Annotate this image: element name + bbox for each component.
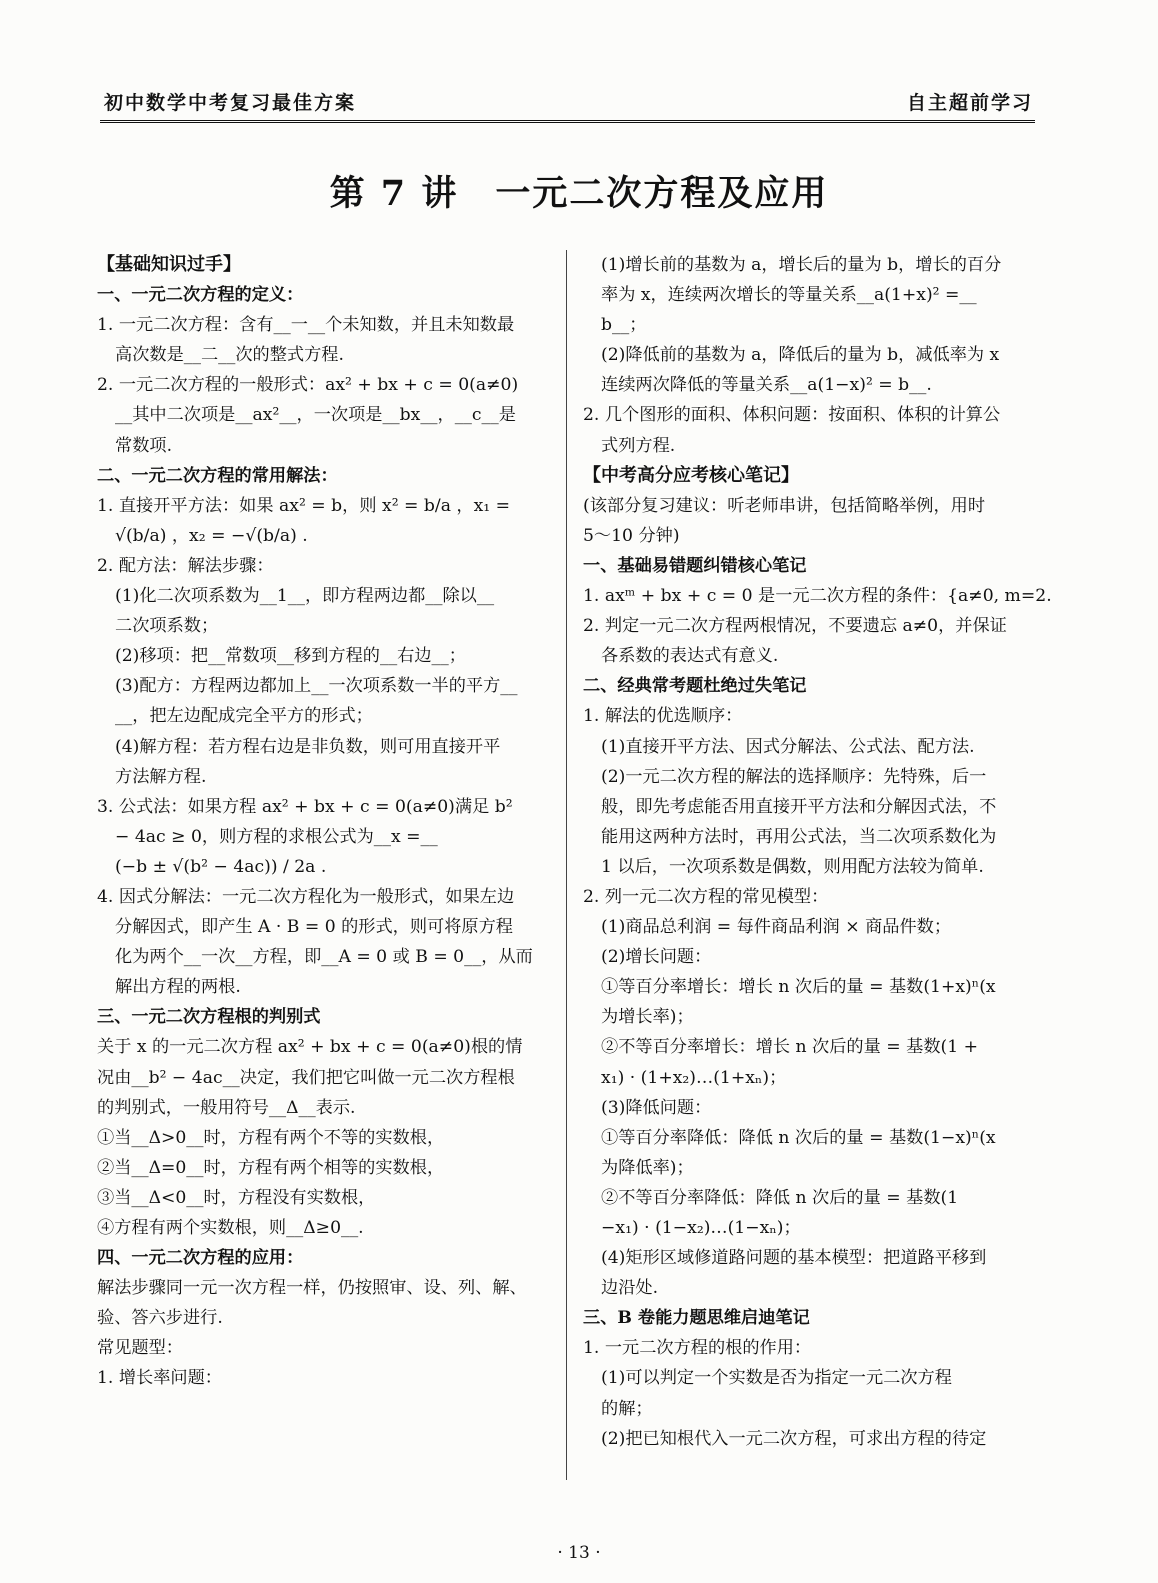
left-line: 一、一元二次方程的定义： bbox=[97, 285, 304, 306]
left-line: 三、一元二次方程根的判别式 bbox=[97, 1007, 321, 1028]
left-line: (2)移项：把__常数项__移到方程的__右边__； bbox=[115, 646, 466, 667]
right-line: 2. 几个图形的面积、体积问题：按面积、体积的计算公 bbox=[583, 405, 1001, 426]
left-line: 解出方程的两根. bbox=[115, 977, 241, 998]
left-line: 1. 增长率问题： bbox=[97, 1368, 222, 1389]
right-line: 般，即先考虑能否用直接开平方法和分解因式法，不 bbox=[601, 796, 997, 817]
right-line: 为增长率)； bbox=[601, 1007, 694, 1028]
right-line: x₁) · (1+x₂)…(1+xₙ)； bbox=[601, 1067, 787, 1088]
left-line: 的判别式，一般用符号__Δ__表示. bbox=[97, 1097, 356, 1118]
right-line: ②不等百分率增长：增长 n 次后的量 = 基数(1 + bbox=[601, 1037, 979, 1058]
right-line: 能用这两种方法时，再用公式法，当二次项系数化为 bbox=[601, 826, 997, 847]
right-line: (2)把已知根代入一元二次方程，可求出方程的待定 bbox=[601, 1428, 987, 1449]
book-title: 初中数学中考复习最佳方案 bbox=[104, 92, 357, 114]
right-line: 2. 列一元二次方程的常见模型： bbox=[583, 886, 829, 907]
left-line: √(b/a) ，x₂ = −√(b/a) . bbox=[115, 525, 308, 546]
right-line: b__； bbox=[601, 315, 647, 336]
right-line: (2)降低前的基数为 a，降低后的量为 b，减低率为 x bbox=[601, 345, 1000, 366]
left-column bbox=[97, 250, 552, 1394]
left-line: 【基础知识过手】 bbox=[97, 254, 241, 275]
right-line: 1. 一元二次方程的根的作用： bbox=[583, 1338, 812, 1359]
left-line: __其中二次项是__ax²__，一次项是__bx__，__c__是 bbox=[115, 405, 516, 426]
right-line: ①等百分率降低：降低 n 次后的量 = 基数(1−x)ⁿ(x bbox=[601, 1127, 996, 1148]
right-line: (1)可以判定一个实数是否为指定一元二次方程 bbox=[601, 1368, 952, 1389]
left-line: 方法解方程. bbox=[115, 766, 207, 787]
right-line: (2)一元二次方程的解法的选择顺序：先特殊，后一 bbox=[601, 766, 987, 787]
series-slogan: 自主超前学习 bbox=[906, 92, 1033, 114]
right-line: 连续两次降低的等量关系__a(1−x)² = b__. bbox=[601, 375, 932, 396]
right-line: (1)增长前的基数为 a，增长后的量为 b，增长的百分 bbox=[601, 255, 1002, 275]
right-line: 边沿处. bbox=[601, 1278, 659, 1299]
running-header bbox=[100, 84, 1035, 123]
left-line: 况由__b² − 4ac__决定，我们把它叫做一元二次方程根 bbox=[97, 1067, 515, 1088]
left-line: (1)化二次项系数为__1__，即方程两边都__除以__ bbox=[115, 586, 495, 607]
left-line: (3)配方：方程两边都加上__一次项系数一半的平方__ bbox=[115, 676, 518, 697]
right-line: ②不等百分率降低：降低 n 次后的量 = 基数(1 bbox=[601, 1187, 959, 1208]
right-line: 二、经典常考题杜绝过失笔记 bbox=[583, 676, 807, 697]
right-line: 1. 解法的优选顺序： bbox=[583, 706, 743, 727]
left-line: 高次数是__二__次的整式方程. bbox=[115, 345, 344, 366]
left-line: 3. 公式法：如果方程 ax² + bx + c = 0(a≠0)满足 b² bbox=[97, 796, 513, 817]
left-line: 化为两个__一次__方程，即__A = 0 或 B = 0__，从而 bbox=[115, 947, 533, 968]
right-line: 式列方程. bbox=[601, 435, 676, 456]
right-line: 三、B 卷能力题思维启迪笔记 bbox=[583, 1308, 810, 1329]
left-line: 4. 因式分解法：一元二次方程化为一般形式，如果左边 bbox=[97, 886, 515, 907]
right-line: (1)商品总利润 = 每件商品利润 × 商品件数； bbox=[601, 917, 952, 938]
left-line: ②当__Δ=0__时，方程有两个相等的实数根， bbox=[97, 1157, 445, 1178]
left-line: 二次项系数； bbox=[115, 616, 219, 637]
right-line: (2)增长问题： bbox=[601, 947, 712, 968]
left-line: __，把左边配成完全平方的形式； bbox=[115, 706, 373, 727]
left-line: 常数项. bbox=[115, 435, 173, 456]
right-line: (4)矩形区域修道路问题的基本模型：把道路平移到 bbox=[601, 1248, 987, 1269]
right-line: 一、基础易错题纠错核心笔记 bbox=[583, 555, 807, 576]
left-line: 1. 一元二次方程：含有__一__个未知数，并且未知数最 bbox=[97, 315, 515, 336]
left-line: ①当__Δ>0__时，方程有两个不等的实数根， bbox=[97, 1127, 445, 1148]
left-line: 常见题型： bbox=[97, 1338, 183, 1359]
left-line: 四、一元二次方程的应用： bbox=[97, 1248, 304, 1269]
left-line: 关于 x 的一元二次方程 ax² + bx + c = 0(a≠0)根的情 bbox=[97, 1037, 523, 1058]
right-line: 【中考高分应考核心笔记】 bbox=[583, 464, 799, 486]
left-line: ③当__Δ<0__时，方程没有实数根， bbox=[97, 1187, 376, 1208]
right-line: 各系数的表达式有意义. bbox=[601, 646, 779, 667]
left-line: 分解因式，即产生 A · B = 0 的形式，则可将原方程 bbox=[115, 917, 513, 938]
right-line: (该部分复习建议：听老师串讲，包括简略举例，用时 bbox=[583, 495, 986, 516]
left-line: ④方程有两个实数根，则__Δ≥0__. bbox=[97, 1218, 364, 1238]
left-line: 1. 直接开平方法：如果 ax² = b，则 x² = b/a ，x₁ = bbox=[97, 495, 511, 516]
page-number: · 13 · bbox=[557, 1543, 601, 1563]
lecture-title: 第 7 讲 一元二次方程及应用 bbox=[329, 173, 829, 214]
right-line: (3)降低问题： bbox=[601, 1097, 712, 1118]
left-line: (−b ± √(b² − 4ac)) / 2a . bbox=[115, 856, 327, 877]
right-line: 2. 判定一元二次方程两根情况，不要遗忘 a≠0，并保证 bbox=[583, 616, 1007, 637]
right-line: 1 以后，一次项系数是偶数，则用配方法较为简单. bbox=[601, 856, 984, 877]
left-line: (4)解方程：若方程右边是非负数，则可用直接开平 bbox=[115, 736, 501, 757]
left-line: 二、一元二次方程的常用解法： bbox=[97, 465, 338, 486]
column-divider bbox=[566, 250, 567, 1480]
right-line: ①等百分率增长：增长 n 次后的量 = 基数(1+x)ⁿ(x bbox=[601, 977, 996, 998]
right-line: 的解； bbox=[601, 1398, 653, 1419]
left-line: 2. 配方法：解法步骤： bbox=[97, 555, 274, 576]
right-line: 5～10 分钟) bbox=[583, 525, 680, 546]
left-line: − 4ac ≥ 0，则方程的求根公式为__x =__ bbox=[115, 826, 438, 847]
right-line: 为降低率)； bbox=[601, 1157, 694, 1178]
left-line: 2. 一元二次方程的一般形式：ax² + bx + c = 0(a≠0) bbox=[97, 375, 519, 396]
right-line: 率为 x，连续两次增长的等量关系__a(1+x)² =__ bbox=[601, 285, 977, 306]
right-column bbox=[577, 250, 1052, 1454]
right-line: 1. axᵐ + bx + c = 0 是一元二次方程的条件：{a≠0, m=2. bbox=[583, 586, 1052, 607]
right-line: −x₁) · (1−x₂)…(1−xₙ)； bbox=[601, 1218, 801, 1238]
left-line: 验、答六步进行. bbox=[97, 1308, 223, 1329]
right-line: (1)直接开平方法、因式分解法、公式法、配方法. bbox=[601, 736, 975, 757]
left-line: 解法步骤同一元一次方程一样，仍按照审、设、列、解、 bbox=[97, 1278, 527, 1299]
